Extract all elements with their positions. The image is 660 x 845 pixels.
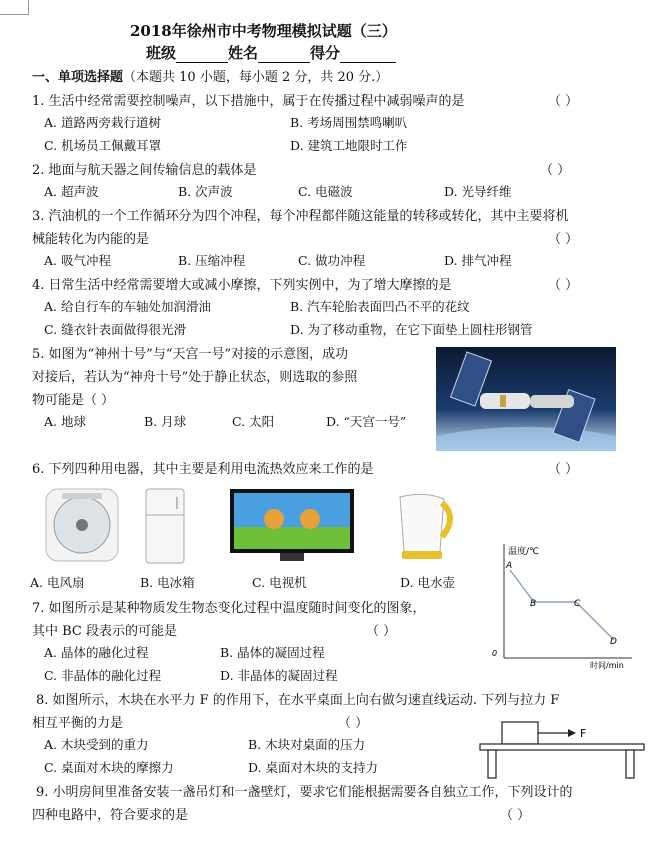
option: A. 给自行车的车轴处加润滑油 bbox=[44, 299, 211, 314]
option: A. 吸气冲程 bbox=[44, 253, 111, 268]
option: C. 电视机 bbox=[252, 575, 307, 590]
option: A. 超声波 bbox=[44, 184, 99, 199]
option: D. 桌面对木块的支持力 bbox=[248, 760, 379, 775]
option: C. 非晶体的融化过程 bbox=[44, 668, 162, 683]
option: C. 缝衣针表面做得很光滑 bbox=[44, 322, 187, 337]
fan-controls bbox=[62, 493, 102, 499]
option: B. 晶体的凝固过程 bbox=[220, 645, 325, 660]
option: A. 晶体的融化过程 bbox=[44, 645, 149, 660]
name-blank[interactable] bbox=[258, 48, 310, 63]
question-stem-cont: 物可能是（ ） bbox=[32, 393, 115, 408]
question-stem: 9. 小明房间里准备安装一盏吊灯和一盏壁灯，要求它们能根据需要各自独立工作，下列设计的 bbox=[36, 785, 573, 800]
question-stem-cont: 相互平衡的力是 bbox=[32, 716, 124, 731]
answer-paren[interactable]: （ ） bbox=[548, 232, 579, 247]
answer-paren[interactable]: （ ） bbox=[548, 278, 579, 293]
force-arrow-head bbox=[568, 729, 576, 737]
page-title: 2018年徐州市中考物理模拟试题（三） bbox=[130, 22, 397, 40]
score-label: 得分 bbox=[310, 44, 341, 62]
question-stem: 6. 下列四种用电器，其中主要是利用电流热效应来工作的是 bbox=[32, 462, 374, 477]
class-blank[interactable] bbox=[176, 48, 228, 63]
kettle-handle bbox=[442, 503, 450, 537]
wooden-block bbox=[502, 722, 538, 744]
tv-hat-left bbox=[264, 509, 284, 529]
question-stem: 4. 日常生活中经常需要增大或减小摩擦，下列实例中，为了增大摩擦的是 bbox=[32, 278, 452, 293]
television-image bbox=[228, 487, 356, 565]
option: D. 排气冲程 bbox=[444, 253, 512, 268]
option: D. 建筑工地限时工作 bbox=[290, 138, 408, 153]
option: A. 道路两旁栽行道树 bbox=[44, 115, 161, 130]
kettle-body bbox=[400, 494, 444, 554]
option: D. 光导纤维 bbox=[444, 184, 512, 199]
question-stem: 7. 如图所示是某种物质发生物态变化过程中温度随时间变化的图象， bbox=[32, 601, 426, 616]
answer-paren[interactable]: （ ） bbox=[540, 163, 571, 178]
option: A. 电风扇 bbox=[30, 575, 85, 590]
option: D. 非晶体的凝固过程 bbox=[220, 668, 338, 683]
temperature-curve bbox=[510, 570, 614, 640]
kettle-base bbox=[402, 551, 442, 559]
origin-label: 0 bbox=[492, 649, 498, 658]
option: B. 考场周围禁鸣喇叭 bbox=[290, 115, 408, 130]
answer-paren[interactable]: （ ） bbox=[338, 716, 369, 731]
fan-hub bbox=[76, 519, 88, 531]
question-stem: 8. 如图所示，木块在水平力 F 的作用下，在水平桌面上向右做匀速直线运动. 下列与拉力 F bbox=[36, 693, 560, 708]
option: B. 电冰箱 bbox=[140, 575, 195, 590]
option: B. 次声波 bbox=[178, 184, 233, 199]
station-body bbox=[530, 395, 574, 408]
electric-fan-image bbox=[42, 487, 124, 565]
answer-paren[interactable]: （ ） bbox=[548, 94, 579, 109]
option: B. 汽车轮胎表面凹凸不平的花纹 bbox=[290, 299, 470, 314]
option: C. 桌面对木块的摩擦力 bbox=[44, 760, 174, 775]
student-info-line bbox=[146, 42, 396, 63]
class-label: 班级 bbox=[146, 44, 177, 62]
point-b-label: B bbox=[530, 599, 537, 609]
block-on-table-figure bbox=[476, 718, 648, 780]
tv-hat-right bbox=[300, 509, 320, 529]
force-label: F bbox=[580, 727, 587, 740]
fridge-handle bbox=[176, 497, 178, 509]
table-leg-right bbox=[626, 750, 634, 778]
question-stem-cont: 对接后，若认为“神舟十号”处于静止状态，则选取的参照 bbox=[32, 370, 358, 385]
spacecraft-docking-image bbox=[436, 347, 616, 451]
docking-ring bbox=[500, 395, 506, 407]
option: B. 木块对桌面的压力 bbox=[248, 737, 366, 752]
answer-paren[interactable]: （ ） bbox=[500, 808, 531, 823]
question-stem: 1. 生活中经常需要控制噪声，以下措施中，属于在传播过程中减弱噪声的是 bbox=[32, 94, 465, 109]
x-axis-label: 时间/min bbox=[590, 661, 624, 670]
answer-paren[interactable]: （ ） bbox=[548, 462, 579, 477]
question-stem: 2. 地面与航天器之间传输信息的载体是 bbox=[32, 163, 257, 178]
option: D. 电水壶 bbox=[400, 575, 456, 590]
question-stem: 3. 汽油机的一个工作循环分为四个冲程，每个冲程都伴随这能量的转移或转化，其中主要将机 bbox=[32, 209, 569, 224]
section-title: 一、单项选择题 bbox=[32, 70, 124, 85]
page-corner-mark bbox=[0, 0, 29, 15]
point-c-label: C bbox=[574, 599, 581, 609]
point-d-label: D bbox=[610, 637, 617, 647]
option: A. 地球 bbox=[44, 414, 86, 429]
y-axis-label: 温度/℃ bbox=[508, 547, 540, 557]
option: B. 月球 bbox=[144, 414, 187, 429]
name-label: 姓名 bbox=[228, 44, 259, 62]
point-a-label: A bbox=[506, 561, 513, 571]
table-leg-left bbox=[488, 750, 496, 778]
tv-stand bbox=[280, 553, 304, 561]
answer-paren[interactable]: （ ） bbox=[366, 624, 397, 639]
option: D. 为了移动重物，在它下面垫上圆柱形钢管 bbox=[290, 322, 533, 337]
option: C. 太阳 bbox=[232, 414, 275, 429]
fridge-body bbox=[146, 489, 184, 563]
option: D. “天宫一号” bbox=[326, 414, 407, 429]
option: C. 机场员工佩戴耳罩 bbox=[44, 138, 162, 153]
question-stem-cont: 械能转化为内能的是 bbox=[32, 232, 150, 247]
score-blank[interactable] bbox=[340, 48, 396, 63]
option: C. 电磁波 bbox=[298, 184, 353, 199]
option: C. 做功冲程 bbox=[298, 253, 366, 268]
section-note: （本题共 10 小题，每小题 2 分，共 20 分.） bbox=[123, 70, 389, 85]
refrigerator-image bbox=[140, 487, 190, 565]
tv-grass bbox=[234, 527, 350, 549]
temperature-time-graph bbox=[486, 540, 636, 670]
electric-kettle-image bbox=[386, 487, 462, 565]
table-top bbox=[480, 744, 644, 750]
section-heading bbox=[32, 66, 388, 85]
option: B. 压缩冲程 bbox=[178, 253, 246, 268]
question-stem-cont: 四种电路中，符合要求的是 bbox=[32, 808, 189, 823]
question-stem: 5. 如图为“神州十号”与“天宫一号”对接的示意图，成功 bbox=[32, 347, 349, 362]
question-stem-cont: 其中 BC 段表示的可能是 bbox=[32, 624, 178, 639]
option: A. 木块受到的重力 bbox=[44, 737, 149, 752]
